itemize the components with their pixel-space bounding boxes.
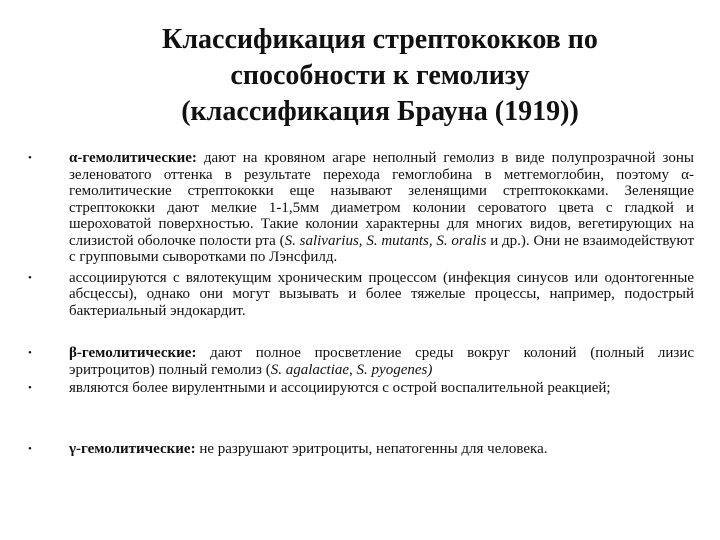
slide-title	[60, 22, 700, 130]
bullet-dot-icon: •	[28, 347, 32, 359]
bullet-list	[28, 150, 694, 457]
title-line-2: способности к гемолизу	[230, 60, 530, 91]
bullet-beta-hemolytic	[28, 345, 694, 378]
beta-virulence-text: являются более вирулентными и ассоциируются с острой воспалительной реакцией;	[69, 380, 611, 396]
bullet-dot-icon: •	[28, 152, 32, 164]
title-line-3: (классификация Брауна (1919))	[181, 96, 579, 127]
bullet-gamma-hemolytic	[28, 441, 694, 458]
alpha-description-end: и др.). Они не взаимодействуют с групповыми сыворотками по Лэнсфилд.	[69, 232, 694, 265]
bullet-beta-virulence	[28, 380, 694, 397]
bullet-dot-icon: •	[28, 271, 32, 284]
term-alpha: α-гемолитические:	[69, 150, 197, 166]
term-beta: β-гемолитические:	[69, 345, 197, 361]
beta-description: дают полное просветление среды вокруг колоний (полный лизис эритроцитов) полный гемолиз (	[69, 345, 694, 378]
gamma-description: не разрушают эритроциты, непатогенны для человека.	[195, 440, 548, 457]
alpha-species: S. salivarius, S. mutants, S. oralis	[284, 232, 487, 249]
bullet-alpha-hemolytic	[28, 150, 694, 266]
alpha-description: дают на кровяном агаре неполный гемолиз в виде полупрозрачной зоны зеленоватого оттенка в результате перехода гемоглобина в метгемоглобин, поэтому α-гемолитические стрептококки еще называют зеленящими стрептококками. Зеленящие стрептококки дают мелкие 1-1,5мм диаметром колонии сероватого цвета с гладкой и шероховатой поверхностью. Такие колонии характерны для многих видов, вегетирующих на слизистой оболочке полости рта (	[69, 150, 694, 249]
bullet-alpha-associations	[28, 270, 694, 320]
alpha-associations-text: ассоциируются с вялотекущим хроническим процессом (инфекция синусов или одонтогенные абсцессы), однако они могут вызывать и более тяжелые процессы, например, подострый бактериальный эндокардит.	[69, 269, 694, 319]
bullet-dot-icon: •	[28, 442, 32, 455]
term-gamma: γ-гемолитические:	[69, 440, 196, 457]
beta-species: S. agalactiae, S. pyogenes)	[270, 361, 433, 378]
bullet-dot-icon: •	[28, 382, 32, 394]
title-line-1: Классификация стрептококков по	[162, 24, 598, 55]
